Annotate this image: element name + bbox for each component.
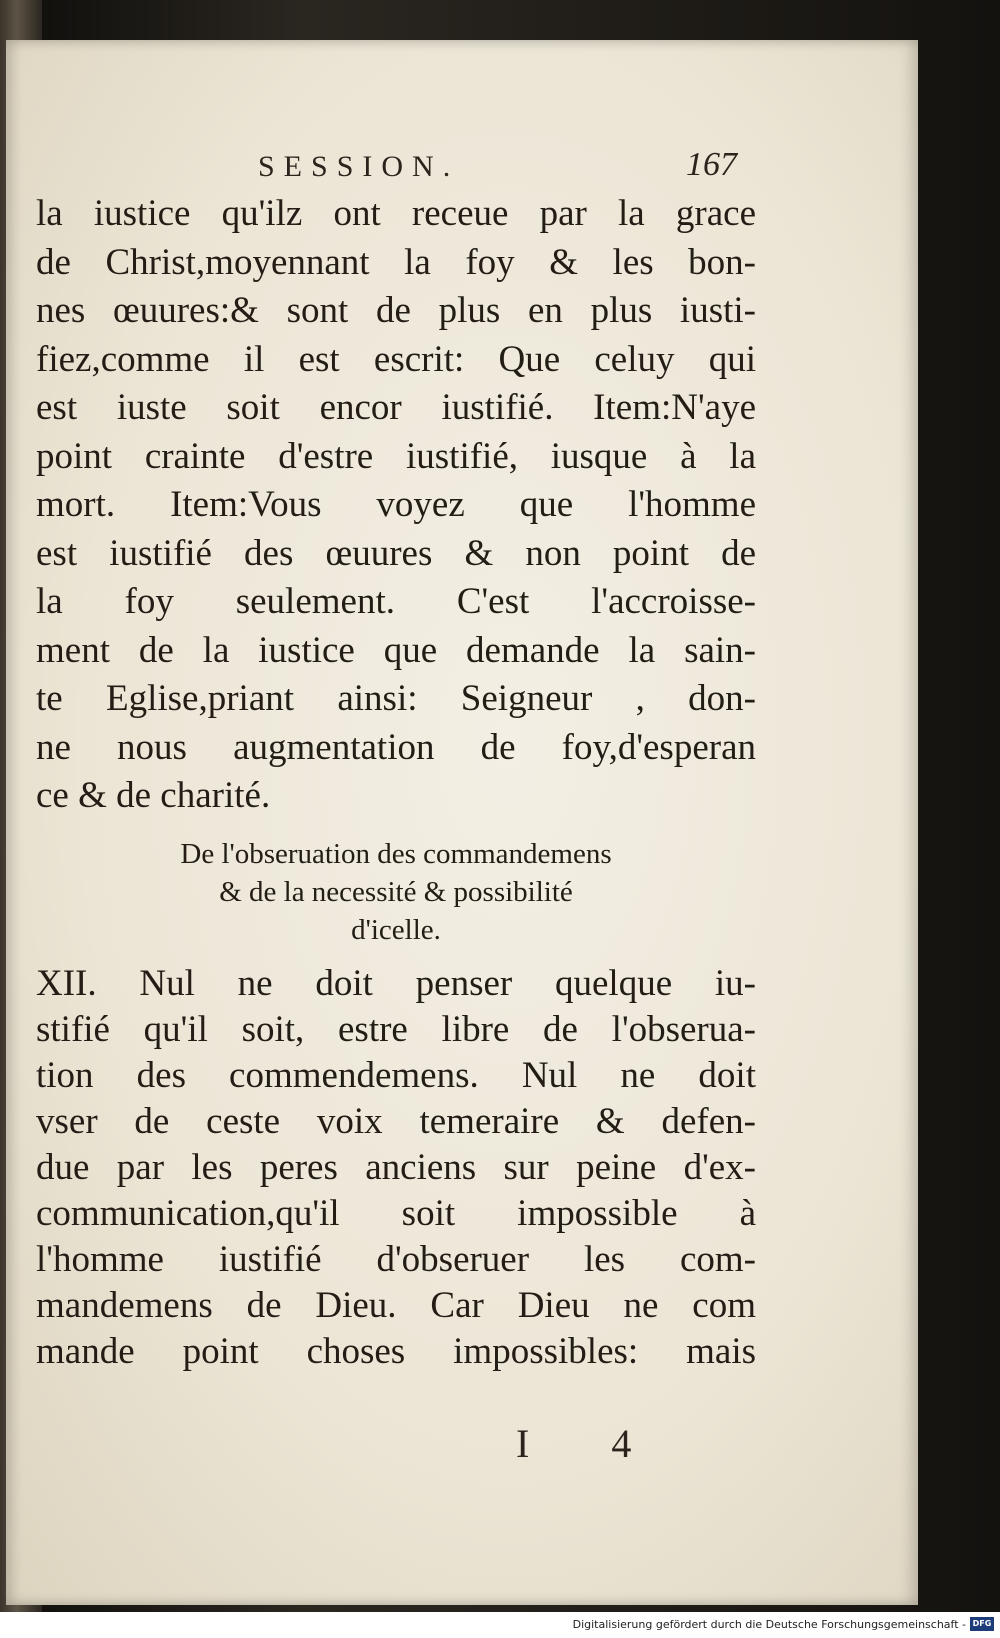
text-line: fiez,comme il est escrit: Que celuy qui [36, 338, 756, 380]
text-line: tion des commendemens. Nul ne doit [36, 1054, 756, 1096]
text-line: stifié qu'il soit, estre libre de l'obserua- [36, 1008, 756, 1050]
text-line: la iustice qu'ilz ont receue par la grace [36, 193, 756, 234]
signature-mark: I 4 [516, 1421, 668, 1466]
dfg-logo: DFG [970, 1617, 994, 1631]
text-line: XII. Nul ne doit penser quelque iu- [36, 962, 756, 1004]
text-line: ment de la iustice que demande la sain- [36, 629, 756, 671]
page-header [6, 146, 918, 190]
text-line: te Eglise,priant ainsi: Seigneur , don- [36, 678, 756, 719]
paragraph-2 [36, 961, 756, 1375]
page-number: 167 [686, 146, 737, 183]
text-line: vser de ceste voix temeraire & defen- [36, 1100, 756, 1142]
text-line: communication,qu'il soit impossible à [36, 1192, 756, 1234]
main-text [36, 190, 756, 1375]
text-line: est iuste soit encor iustifié. Item:N'aye [36, 387, 756, 428]
text-line: la foy seulement. C'est l'accroisse- [36, 581, 756, 622]
running-head: SESSION. [258, 150, 460, 183]
heading-line: De l'obseruation des commandemens [180, 837, 612, 870]
text-line: nes œuures:& sont de plus en plus iusti- [36, 290, 756, 331]
text-line: l'homme iustifié d'obseruer les com- [36, 1238, 756, 1280]
text-line: mande point choses impossibles: mais [36, 1330, 756, 1372]
heading-line: & de la necessité & possibilité [219, 875, 573, 908]
footer-credit: Digitalisierung gefördert durch die Deutsche Forschungsgemeinschaft - [572, 1618, 966, 1631]
text-line: mort. Item:Vous voyez que l'homme [36, 484, 756, 525]
section-heading [36, 835, 756, 949]
heading-line: d'icelle. [351, 913, 441, 946]
footer-bar [0, 1612, 1000, 1638]
text-line: ce & de charité. [36, 775, 271, 816]
paragraph-1 [36, 190, 756, 821]
text-line: mandemens de Dieu. Car Dieu ne com [36, 1284, 756, 1326]
text-line: due par les peres anciens sur peine d'ex- [36, 1146, 756, 1188]
text-line: ne nous augmentation de foy,d'esperan [36, 726, 756, 768]
book-page [6, 40, 918, 1605]
text-line: de Christ,moyennant la foy & les bon- [36, 241, 756, 283]
text-line: point crainte d'estre iustifié, iusque à la [36, 435, 756, 477]
text-line: est iustifié des œuures & non point de [36, 532, 756, 574]
